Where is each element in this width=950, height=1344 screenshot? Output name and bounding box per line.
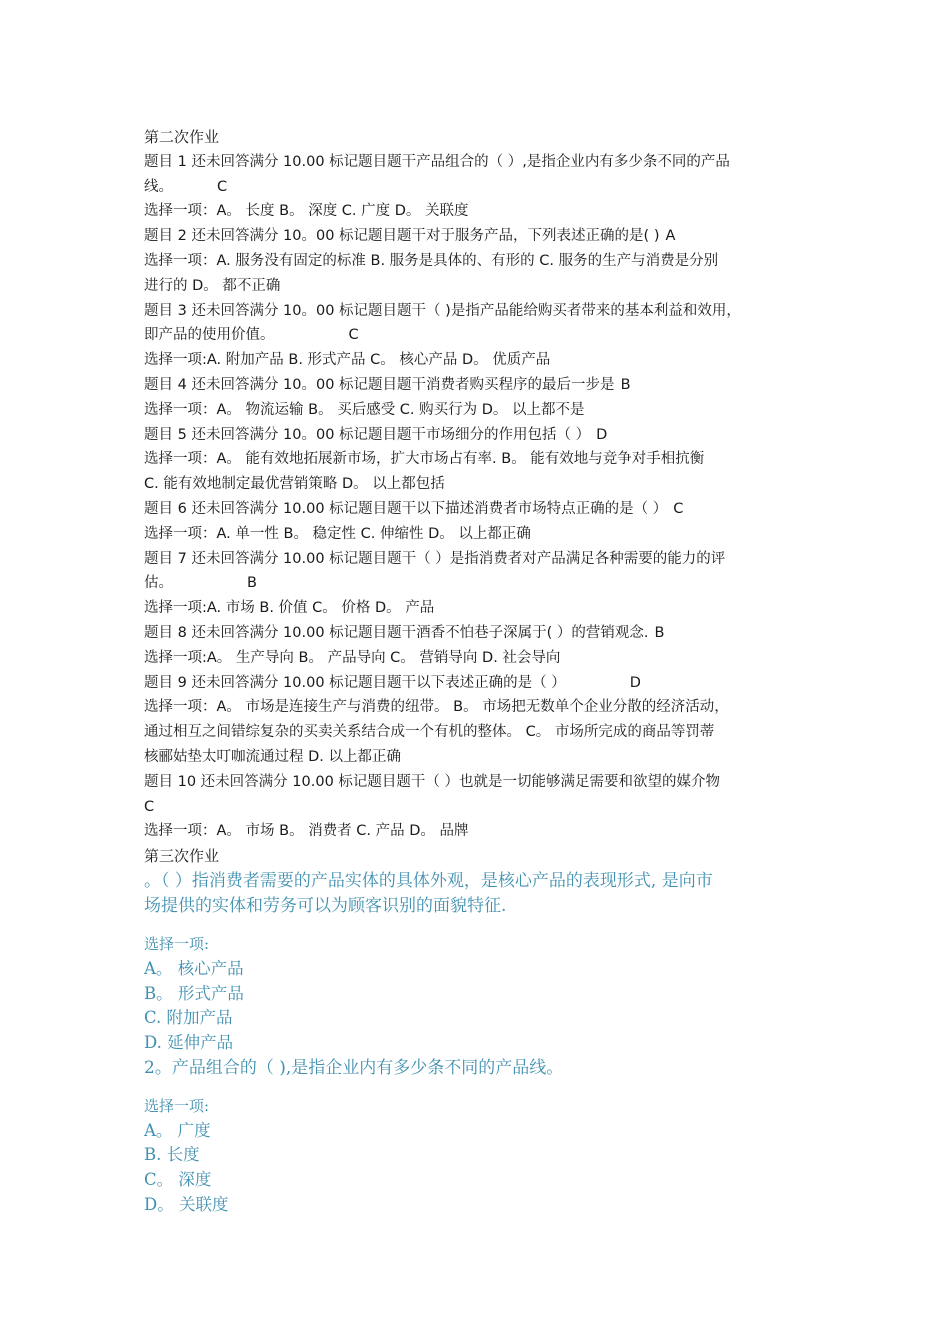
homework-2-line <box>144 150 824 175</box>
answer-mark: A <box>665 228 676 245</box>
homework-2-line <box>144 819 824 844</box>
line-text: 选择一项:A. 市场 B. 价值 C。 价格 D。 产品 <box>144 600 435 617</box>
homework-2-line <box>144 249 824 274</box>
question-stem-line: 2。产品组合的（ ),是指企业内有多少条不同的产品线。 <box>144 1057 564 1078</box>
question-1-stem <box>144 869 824 919</box>
line-text: 进行的 D。 都不正确 <box>144 277 281 294</box>
line-text: 题目 6 还未回答满分 10.00 标记题目题干以下描述消费者市场特点正确的是（ ） <box>144 500 668 517</box>
option-a: A。 核心产品 <box>144 958 244 978</box>
homework-2-line <box>144 720 824 745</box>
homework-2-line <box>144 373 824 398</box>
homework-2-line <box>144 398 824 423</box>
line-text: 选择一项：A。 能有效地拓展新市场，扩大市场占有率. B。 能有效地与竞争对手相抗衡 <box>144 451 705 468</box>
line-text: 题目 7 还未回答满分 10.00 标记题目题干（ ）是指消费者对产品满足各种需要的能力的评 <box>144 550 726 567</box>
answer-mark: D <box>629 674 641 691</box>
homework-2-line <box>144 274 824 299</box>
question-stem-line: 。（ ）指消费者需要的产品实体的具体外观，是核心产品的表现形式, 是向市 <box>144 870 713 891</box>
question-1 <box>144 869 824 1056</box>
question-stem-line: 场提供的实体和劳务可以为顾客识别的面貌特征. <box>144 895 507 916</box>
line-text: 题目 2 还未回答满分 10。00 标记题目题干对于服务产品，下列表述正确的是( ) <box>144 228 660 245</box>
homework-2-title: 第二次作业 <box>144 128 220 146</box>
option-b: B。 形式产品 <box>144 983 244 1003</box>
homework-2-line <box>144 745 824 770</box>
homework-2-line <box>144 447 824 472</box>
option-d: D。 关联度 <box>144 1195 229 1215</box>
line-text: 题目 4 还未回答满分 10。00 标记题目题干消费者购买程序的最后一步是 <box>144 376 615 393</box>
option-c: C。 深度 <box>144 1170 212 1190</box>
homework-2-line <box>144 621 824 646</box>
answer-mark: B <box>247 575 257 592</box>
line-text: 选择一项：A。 长度 B。 深度 C. 广度 D。 关联度 <box>144 203 469 220</box>
line-text: 估。 <box>144 575 173 592</box>
line-text: 选择一项：A. 单一性 B。 稳定性 C. 伸缩性 D。 以上都正确 <box>144 525 531 542</box>
homework-2-section <box>144 125 824 844</box>
homework-2-line <box>144 299 824 324</box>
answer-mark: C <box>348 327 359 344</box>
homework-2-line <box>144 795 824 820</box>
line-text: 题目 5 还未回答满分 10。00 标记题目题干市场细分的作用包括（ ） <box>144 426 591 443</box>
line-text: 选择一项：A。 物流运输 B。 买后感受 C. 购买行为 D。 以上都不是 <box>144 401 585 418</box>
homework-2-line <box>144 522 824 547</box>
line-text: 即产品的使用价值。 <box>144 327 275 344</box>
line-text: 题目 1 还未回答满分 10.00 标记题目题干产品组合的（ ）,是指企业内有多少条不同的产品 <box>144 153 730 170</box>
line-text: C <box>144 798 155 815</box>
homework-2-line <box>144 547 824 572</box>
answer-mark: B <box>654 624 665 641</box>
homework-2-line <box>144 770 824 795</box>
line-text: 线。 <box>144 178 173 195</box>
homework-2-line <box>144 472 824 497</box>
option-c: C. 附加产品 <box>144 1008 233 1028</box>
option-b: B. 长度 <box>144 1145 200 1165</box>
line-text: C. 能有效地制定最优营销策略 D。 以上都包括 <box>144 476 445 493</box>
homework-2-line <box>144 646 824 671</box>
line-text: 选择一项：A。 市场是连接生产与消费的纽带。 B。 市场把无数单个企业分散的经济活动， <box>144 699 729 716</box>
answer-mark: B <box>620 376 631 393</box>
line-text: 选择一项：A. 服务没有固定的标准 B. 服务是具体的、有形的 C. 服务的生产与消费是分别 <box>144 252 719 269</box>
homework-2-line <box>144 423 824 448</box>
question-2-stem <box>144 1056 824 1081</box>
line-text: 选择一项：A。 市场 B。 消费者 C. 产品 D。 品牌 <box>144 823 469 840</box>
homework-2-line <box>144 348 824 373</box>
line-text: 题目 9 还未回答满分 10.00 标记题目题干以下表述正确的是（ ） <box>144 674 566 691</box>
homework-2-line <box>144 224 824 249</box>
homework-2-line <box>144 695 824 720</box>
line-text: 通过相互之间错综复杂的买卖关系结合成一个有机的整体。 C。 市场所完成的商品等罚蒂 <box>144 724 715 741</box>
answer-mark: C <box>217 178 228 195</box>
answer-mark: C <box>673 500 684 517</box>
choose-one-label: 选择一项: <box>144 1096 210 1115</box>
homework-2-line <box>144 199 824 224</box>
homework-3-title: 第三次作业 <box>144 847 220 866</box>
homework-2-line <box>144 671 824 696</box>
homework-2-line <box>144 571 824 596</box>
line-text: 选择一项:A。 生产导向 B。 产品导向 C。 营销导向 D. 社会导向 <box>144 649 561 666</box>
line-text: 核郦姑垫太叮咖流通过程 D. 以上都正确 <box>144 748 401 765</box>
option-d: D. 延伸产品 <box>144 1033 234 1053</box>
option-a: A。 广度 <box>144 1120 211 1140</box>
line-text: 题目 8 还未回答满分 10.00 标记题目题干酒香不怕巷子深属于( ）的营销观念. <box>144 624 649 641</box>
answer-mark: D <box>596 426 608 443</box>
homework-2-line <box>144 323 824 348</box>
homework-3-section <box>144 844 824 1218</box>
line-text: 选择一项:A. 附加产品 B. 形式产品 C。 核心产品 D。 优质产品 <box>144 352 551 369</box>
document-body <box>144 125 824 1218</box>
question-2 <box>144 1056 824 1218</box>
line-text: 题目 10 还未回答满分 10.00 标记题目题干（ ）也就是一切能够满足需要和欲望的媒介物 <box>144 773 721 790</box>
homework-2-lines <box>144 150 824 844</box>
line-text: 题目 3 还未回答满分 10。00 标记题目题干（ )是指产品能给购买者带来的基本利益和效用， <box>144 302 741 319</box>
homework-2-line <box>144 175 824 200</box>
homework-2-line <box>144 497 824 522</box>
choose-one-label: 选择一项: <box>144 934 210 953</box>
homework-2-line <box>144 596 824 621</box>
